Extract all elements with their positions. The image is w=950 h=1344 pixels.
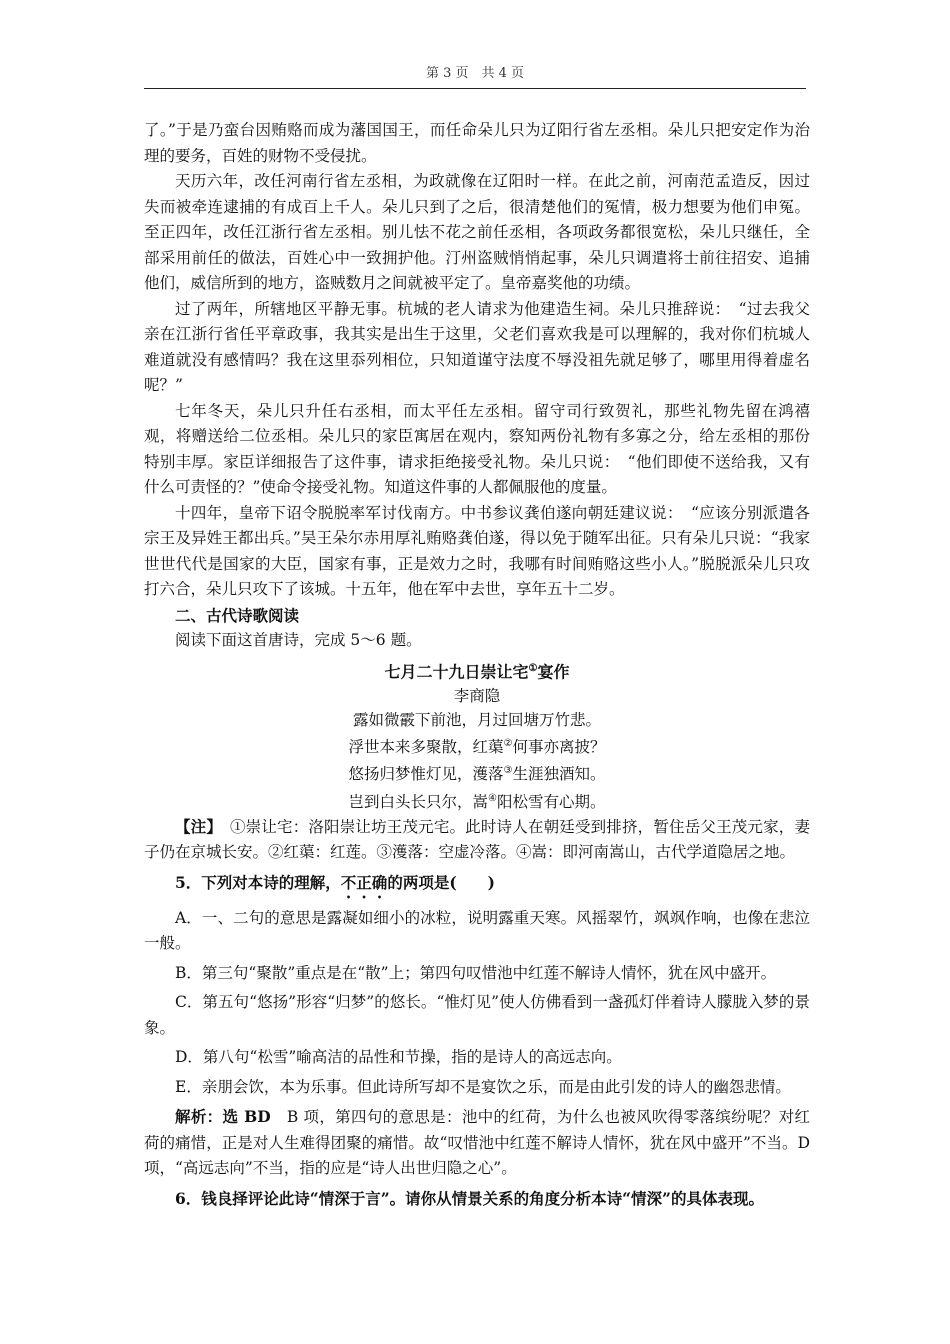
poem-note: 【注】 ①崇让宅：洛阳崇让坊王茂元宅。此时诗人在朝廷受到排挤，暂住岳父王茂元家，妻子仍在京城长安。②红蕖：红莲。③濩落：空虚冷落。④嵩：即河南嵩山，古代学道隐居之地。: [144, 816, 810, 862]
analysis-label: 解析：选 BD: [175, 1107, 271, 1127]
passage-paragraph: 七年冬天，朵儿只升任右丞相，而太平任左丞相。留守司行致贺礼，那些礼物先留在鸿禧观，将赠送给二位丞相。朵儿只的家臣寓居在观内，察知两份礼物有多寡之分，给左丞相的那份特别丰厚。家臣详细报告了这件事，请求拒绝接受礼物。朵儿只说： “他们即使不送给我，又有什么可责怪的？”使命令接受礼物。知道这件事的人都佩服他的度量。: [144, 401, 810, 496]
option-b: B．第三句“聚散”重点是在“散”上；第四句叹惜池中红莲不解诗人情怀，犹在风中盛开。: [175, 963, 777, 982]
section-title: 二、古代诗歌阅读: [175, 605, 300, 625]
passage-paragraph: 天历六年，改任河南行省左丞相，为政就像在辽阳时一样。在此之前，河南范孟造反，因过失而被牵连逮捕的有成百上千人。朵儿只到了之后，很清楚他们的冤情，极力想要为他们申冤。至正四年，改任江浙行省左丞相。别儿怯不花之前任丞相，各项政务都很宽松，朵儿只继任，全部采用前任的做法，百姓心中一致拥护他。汀州盗贼悄悄起事，朵儿只调遣将士前往招安、追捕他们，威信所到的地方，盗贼数月之间就被平定了。皇帝嘉奖他的功绩。: [144, 172, 810, 292]
poem-line: 悠扬归梦惟灯见，濩落③生涯独酒知。: [348, 765, 606, 784]
poem-line: 浮世本来多聚散，红蕖②何事亦离披？: [348, 738, 606, 757]
option-c: C．第五句“悠扬”形容“归梦”的悠长。“惟灯见”使人仿佛看到一盏孤灯伴着诗人朦胧入梦的景象。: [144, 993, 810, 1037]
question-5: 5．下列对本诗的理解，不正确的两项是( ): [175, 872, 495, 892]
page-number: 第 3 页 共 4 页: [425, 66, 525, 81]
analysis: 解析：选 BD B 项，第四句的意思是：池中的红荷，为什么也被风吹得零落缤纷呢？对红荷的痛惜，正是对人生难得团聚的痛惜。故“叹惜池中红莲不解诗人情怀，犹在风中盛开”不当。D 项，“高远志向”不当，指的应是“诗人出世归隐之心”。: [144, 1107, 810, 1178]
passage-paragraph: 过了两年，所辖地区平静无事。杭城的老人请求为他建造生祠。朵儿只推辞说： “过去我父亲在江浙行省任平章政事，我其实是出生于这里，父老们喜欢我是可以理解的，我对你们杭城人难道就没有感情吗？我在这里忝列相位，只知道谨守法度不辱没祖先就足够了，哪里用得着虚名呢？”: [144, 299, 810, 394]
note-label: 【注】: [175, 816, 215, 836]
emphasis-text: 不正确: [340, 872, 388, 892]
option-d: D．第八句“松雪”喻高洁的品性和节操，指的是诗人的高远志向。: [175, 1048, 622, 1067]
poem-line: 岂到白头长只尔，嵩④阳松雪有心期。: [348, 792, 606, 811]
page-header: [144, 62, 806, 89]
question-6: 6．钱良择评论此诗“情深于言”。请你从情景关系的角度分析本诗“情深”的具体表现。: [175, 1188, 764, 1208]
instruction: 阅读下面这首唐诗，完成 5～6 题。: [175, 631, 422, 649]
poem-title: 七月二十九日崇让宅①宴作: [384, 661, 570, 681]
passage-paragraph: 十四年，皇帝下诏令脱脱率军讨伐南方。中书参议龚伯遂向朝廷建议说： “应该分别派遣各宗王及异姓王都出兵。”吴王朵尔赤用厚礼贿赂龚伯遂，得以免于随军出征。只有朵儿只说：“我家世世代代是国家的大臣，国家有事，正是效力之时，我哪有时间贿赂这些小人。”脱脱派朵儿只攻打六合，朵儿只攻下了该城。十五年，他在军中去世，享年五十二岁。: [144, 503, 810, 598]
passage-paragraph: 了。”于是乃蛮台因贿赂而成为藩国国王，而任命朵儿只为辽阳行省左丞相。朵儿只把安定作为治理的要务，百姓的财物不受侵扰。: [144, 121, 810, 165]
option-e: E．亲朋会饮，本为乐事。但此诗所写却不是宴饮之乐，而是由此引发的诗人的幽怨悲情。: [175, 1077, 791, 1096]
option-a: A．一、二句的意思是露凝如细小的冰粒，说明露重天寒。风摇翠竹，飒飒作响，也像在悲泣一般。: [144, 908, 810, 953]
poem-author: 李商隐: [453, 687, 501, 706]
poem-line: 露如微霰下前池，月过回塘万竹悲。: [352, 711, 601, 730]
document-body: [144, 118, 810, 1211]
